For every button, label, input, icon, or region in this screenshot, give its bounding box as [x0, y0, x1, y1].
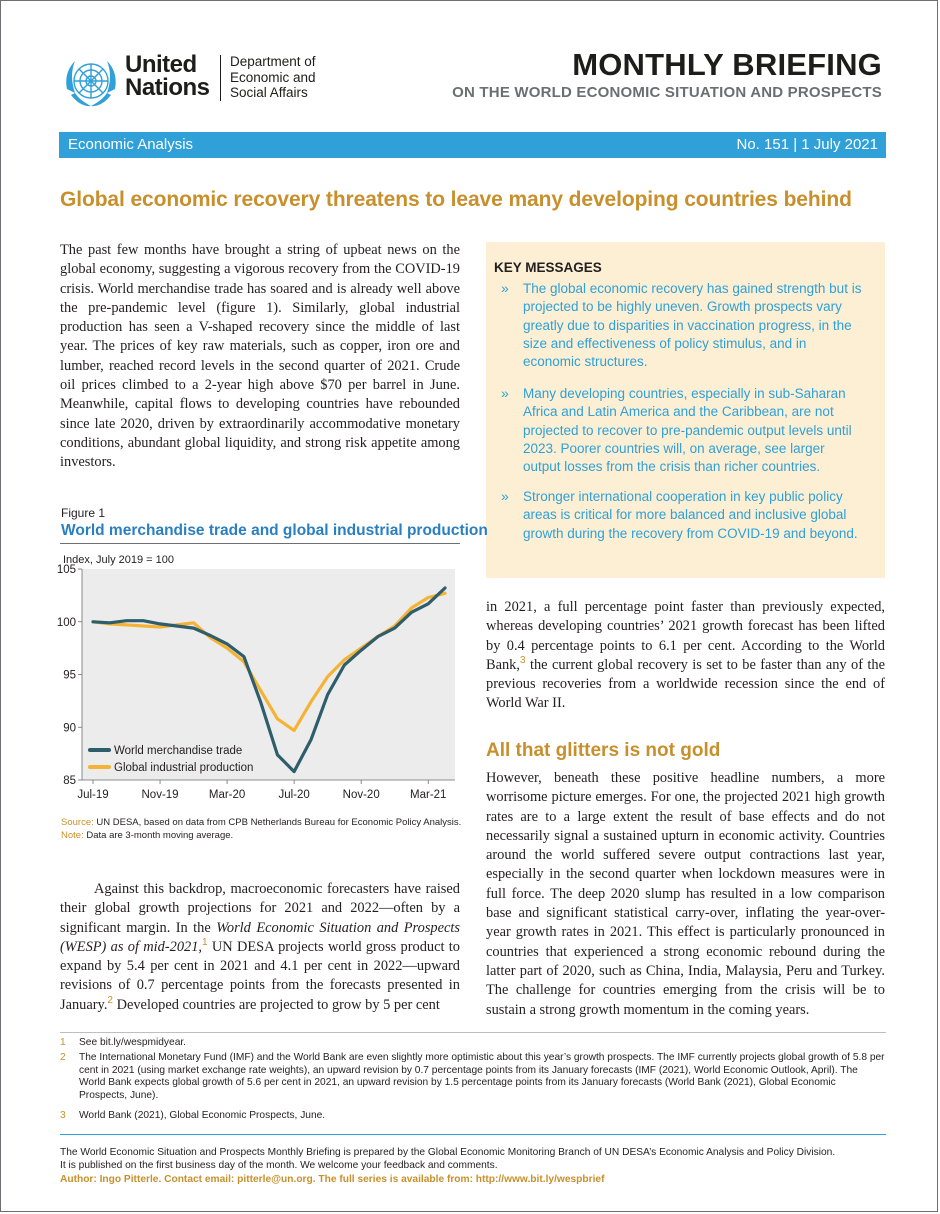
intro-paragraph	[60, 241, 460, 473]
x-tick-label: Jul-20	[278, 789, 310, 801]
y-tick-label: 100	[57, 616, 76, 629]
figure-note	[61, 829, 461, 842]
footnote-1-text[interactable]: See bit.ly/wespmidyear.	[79, 1037, 187, 1048]
legend-label-production: Global industrial production	[114, 762, 254, 774]
figure-source	[61, 816, 461, 829]
forecast-text-2: UN DESA projects world gross product to expand by 5.4 per cent in 2021 and 4.1 per cent in 2022—upward revisions of 0.7 percentage points from the forecasts presented in January.	[60, 938, 460, 1013]
footnote-ref-2[interactable]: 2	[107, 994, 113, 1006]
dept-line1: Department of	[230, 54, 316, 69]
x-tick-label: Mar-20	[208, 789, 246, 801]
forecast-text-1: Against this backdrop, macroeconomic forecasters have raised their global growth projections for 2021 and 2022—often by a significant margin. In the	[60, 881, 460, 936]
legend-label-trade: World merchandise trade	[114, 745, 243, 757]
key-message-2: Many developing countries, especially in sub-Saharan Africa and Latin America and the Caribbean, are not projected to recover to pre-pandemic output levels until 2023. Poorer countries will, on average, see larger output losses from the crisis than richer countries.	[523, 386, 852, 475]
footnote-ref-3[interactable]: 3	[519, 655, 526, 667]
figure-title: World merchandise trade and global industrial production	[61, 522, 488, 539]
section2-paragraph	[486, 769, 885, 1020]
note-text: Data are 3-month moving average.	[86, 830, 234, 841]
footer	[60, 1146, 886, 1186]
wesp-title: World Economic Situation and Prospects (WESP) as of mid-2021,	[60, 919, 460, 955]
org-name	[125, 53, 210, 99]
bullet-icon: »	[501, 385, 509, 401]
footer-rule	[60, 1134, 886, 1135]
footnote-2-num: 2	[60, 1052, 66, 1063]
continuation-paragraph	[486, 598, 885, 714]
footnote-1-num: 1	[60, 1037, 66, 1048]
key-messages-box	[486, 242, 885, 578]
footer-line1: The World Economic Situation and Prospects Monthly Briefing is prepared by the Global Economic Monitoring Branch of UN DESA’s Economic Analysis and Policy Division.	[60, 1147, 836, 1158]
footnote-ref-1[interactable]: 1	[202, 937, 208, 949]
footnote-rule	[60, 1032, 886, 1033]
y-tick-label: 90	[63, 722, 76, 735]
y-tick-label: 95	[63, 669, 76, 682]
y-tick-label: 105	[57, 564, 76, 576]
figure-rule	[60, 543, 460, 544]
dept-line3: Social Affairs	[230, 85, 308, 100]
footer-line2: It is published on the first business day of the month. We welcome your feedback and comments.	[60, 1160, 498, 1172]
bullet-icon: »	[501, 280, 509, 296]
section-bar	[59, 132, 886, 158]
x-tick-label: Mar-21	[410, 789, 447, 801]
key-message-1: The global economic recovery has gained strength but is projected to be highly uneven. Growth prospects vary greatly due to disparities in vaccination progress, in the size and effectiveness of policy stimulus, and in economic structures.	[523, 281, 862, 370]
intro-text: The past few months have brought a string of upbeat news on the global economy, suggesting a vigorous recovery from the COVID-19 crisis. World merchandise trade has soared and is already well above the pre-pandemic level (figure 1). Similarly, global industrial production has seen a V-shaped recovery since the middle of last year. The prices of key raw materials, such as copper, iron ore and lumber, reached record levels in the second quarter of 2021. Crude oil prices climbed to a 2-year high above $70 per barrel in June. Meanwhile, capital flows to developing countries have rebounded since late 2020, driven by extraordinarily accommodative monetary conditions, abundant global liquidity, and strong risk appetite among investors.	[60, 242, 460, 471]
footer-author-contact[interactable]: Author: Ingo Pitterle. Contact email: pitterle@un.org. The full series is available from: http://www.bit.ly/wespbrief	[60, 1173, 605, 1185]
x-tick-label: Jul-19	[77, 789, 109, 801]
source-text: UN DESA, based on data from CPB Netherlands Bureau for Economic Policy Analysis.	[96, 817, 462, 828]
y-tick-label: 85	[63, 775, 76, 787]
briefing-title: MONTHLY BRIEFING	[572, 47, 882, 82]
forecast-text-3: Developed countries are projected to grow by 5 per cent	[112, 996, 440, 1013]
source-label: Source:	[61, 817, 94, 828]
article-headline: Global economic recovery threatens to leave many developing countries behind	[60, 188, 852, 211]
department-name	[230, 54, 316, 101]
footnote-3-text: World Bank (2021), Global Economic Prospects, June.	[79, 1110, 326, 1121]
footnote-3-num: 3	[60, 1110, 66, 1121]
x-tick-label: Nov-19	[141, 789, 179, 801]
forecast-paragraph	[60, 880, 460, 1015]
bullet-icon: »	[501, 488, 509, 504]
figure-label: Figure 1	[61, 506, 106, 520]
key-messages-title: KEY MESSAGES	[494, 260, 602, 275]
dept-line2: Economic and	[230, 69, 316, 85]
un-emblem-icon	[61, 51, 121, 111]
figure-notes	[61, 816, 461, 842]
key-message-3: Stronger international cooperation in key public policy areas is critical for more balanced and inclusive global growth during the recovery from COVID-19 and beyond.	[523, 489, 858, 541]
x-tick-label: Nov-20	[342, 789, 380, 801]
logo-divider	[220, 55, 221, 101]
footnote-2-text: The International Monetary Fund (IMF) and the World Bank are even slightly more optimistic about this year’s growth prospects. The IMF currently projects global growth of 5.8 per cent in 2021 (using market exchange rate weights), an upward revision by 0.7 percentage points from its January forecasts (IMF (2021), World Economic Outlook, April). The World Bank expects global growth of 5.6 per cent in 2021, an upward revision by 1.5 percentage points from its January forecasts (World Bank (2021), Global Economic Prospects, June).	[79, 1052, 885, 1101]
y-axis-label: Index, July 2019 = 100	[63, 554, 174, 566]
continuation-text-1: in 2021, a full percentage point faster than previously expected, whereas developing countries’ 2021 growth forecast has been lifted by 0.4 percentage points to 6.1 per cent. According to the World Bank,	[486, 599, 885, 673]
section2-text: However, beneath these positive headline numbers, a more worrisome picture emerges. For one, the projected 2021 high growth rates are to a large extent the result of base effects and do not necessarily signal a sustained upturn in economic activity. Countries around the world suffered severe output contractions last year, especially in the second quarter when lockdown measures were in full force. The deep 2020 slump has resulted in a low comparison base and significant statistical carry-over, inflating the year-over-year growth rates in 2021. This effect is particularly pronounced in countries that experienced a strong economic rebound during the latter part of 2020, such as China, India, Malaysia, Peru and Turkey. The challenge for countries emerging from the crisis will be to sustain a strong growth momentum in the coming years.	[486, 770, 885, 1018]
briefing-subtitle: ON THE WORLD ECONOMIC SITUATION AND PROSPECTS	[452, 84, 882, 101]
line-chart	[57, 547, 465, 809]
issue-label: No. 151 | 1 July 2021	[736, 136, 878, 153]
org-line1: United	[125, 51, 197, 78]
continuation-text-2: the current global recovery is set to be faster than any of the previous recoveries from a worldwide recession since the end of World War II.	[486, 656, 885, 712]
section-label: Economic Analysis	[68, 136, 194, 153]
note-label: Note:	[61, 830, 84, 841]
section2-title: All that glitters is not gold	[486, 740, 721, 761]
org-line2: Nations	[125, 74, 210, 101]
